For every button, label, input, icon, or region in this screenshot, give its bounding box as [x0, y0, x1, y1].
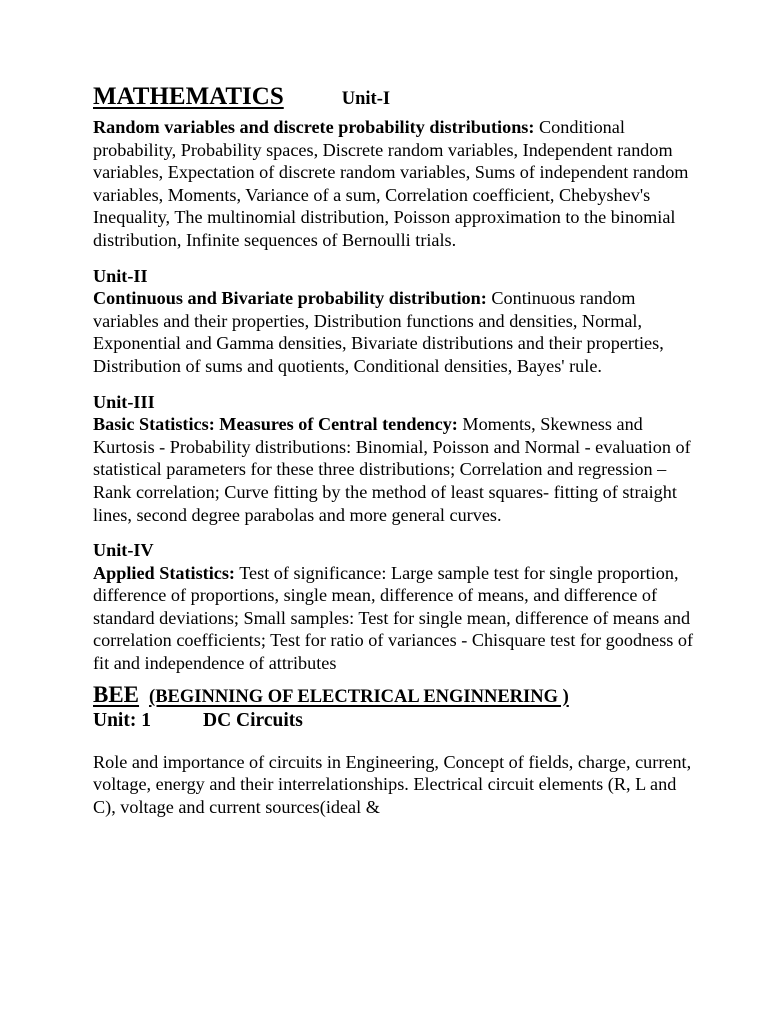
bee-title: BEE	[93, 681, 140, 707]
unit-2-heading: Unit-II	[93, 265, 148, 286]
bee-unit-label: Unit: 1	[93, 710, 151, 732]
bee-unit-1-paragraph: Role and importance of circuits in Engineering, Concept of fields, charge, current, voltage, energy and their interrelationships. Electrical circuit elements (R, L and C), voltage and current sources(ideal &	[93, 751, 692, 818]
unit-1-topic: Random variables and discrete probability distributions:	[93, 117, 535, 137]
bee-unit-heading	[93, 710, 703, 733]
unit-1-heading: Unit-I	[341, 89, 391, 109]
unit-2-paragraph	[93, 287, 703, 377]
unit-3-body: Moments, Skewness and Kurtosis - Probability distributions: Binomial, Poisson and Normal - evaluation of statistical parameters for these three distributions; Correlation and regression – Rank correlation; Curve fitting by the method of least squares- fitting of straight lines, second degree parabolas and more general curves.	[93, 414, 691, 525]
unit-4-heading: Unit-IV	[93, 540, 154, 561]
syllabus-page	[93, 83, 703, 819]
spacer	[93, 378, 703, 391]
math-title: MATHEMATICS	[93, 83, 284, 110]
unit-3-block	[93, 391, 703, 527]
unit-3-paragraph	[93, 413, 703, 526]
unit-3-heading: Unit-III	[93, 391, 155, 412]
unit-2-block	[93, 265, 703, 378]
unit-2-topic: Continuous and Bivariate probability distribution:	[93, 288, 487, 309]
unit-2-body: Continuous random variables and their properties, Distribution functions and densities, Normal, Exponential and Gamma densities, Bivariate distributions and their properties, Distribution of sums and quotients, Conditional densities, Bayes' rule.	[93, 288, 664, 376]
spacer	[93, 526, 703, 539]
unit-4-block	[93, 539, 703, 675]
bee-subtitle: (BEGINNING OF ELECTRICAL ENGINNERING )	[149, 686, 569, 707]
unit-3-topic: Basic Statistics: Measures of Central tendency:	[93, 414, 458, 435]
bee-unit-topic: DC Circuits	[203, 710, 303, 732]
spacer	[93, 733, 703, 751]
unit-4-paragraph	[93, 562, 703, 675]
unit-4-topic: Applied Statistics:	[93, 562, 235, 583]
math-section-header	[93, 83, 703, 116]
unit-1-paragraph	[93, 116, 703, 252]
unit-1-body: Conditional probability, Probability spaces, Discrete random variables, Independent random variables, Expectation of discrete random variables, Sums of independent random variables, Moments, Variance of a sum, Correlation coefficient, Chebyshev's Inequality, The multinomial distribution, Poisson approximation to the binomial distribution, Infinite sequences of Bernoulli trials.	[93, 117, 689, 250]
unit-4-body: Test of significance: Large sample test for single proportion, difference of proportions, single mean, difference of means, and difference of standard deviations; Small samples: Test for single mean, difference of means and correlation coefficients; Test for ratio of variances - Chisquare test for goodness of fit and independence of attributes	[93, 562, 694, 674]
bee-section-header	[93, 681, 703, 709]
spacer	[93, 252, 703, 265]
